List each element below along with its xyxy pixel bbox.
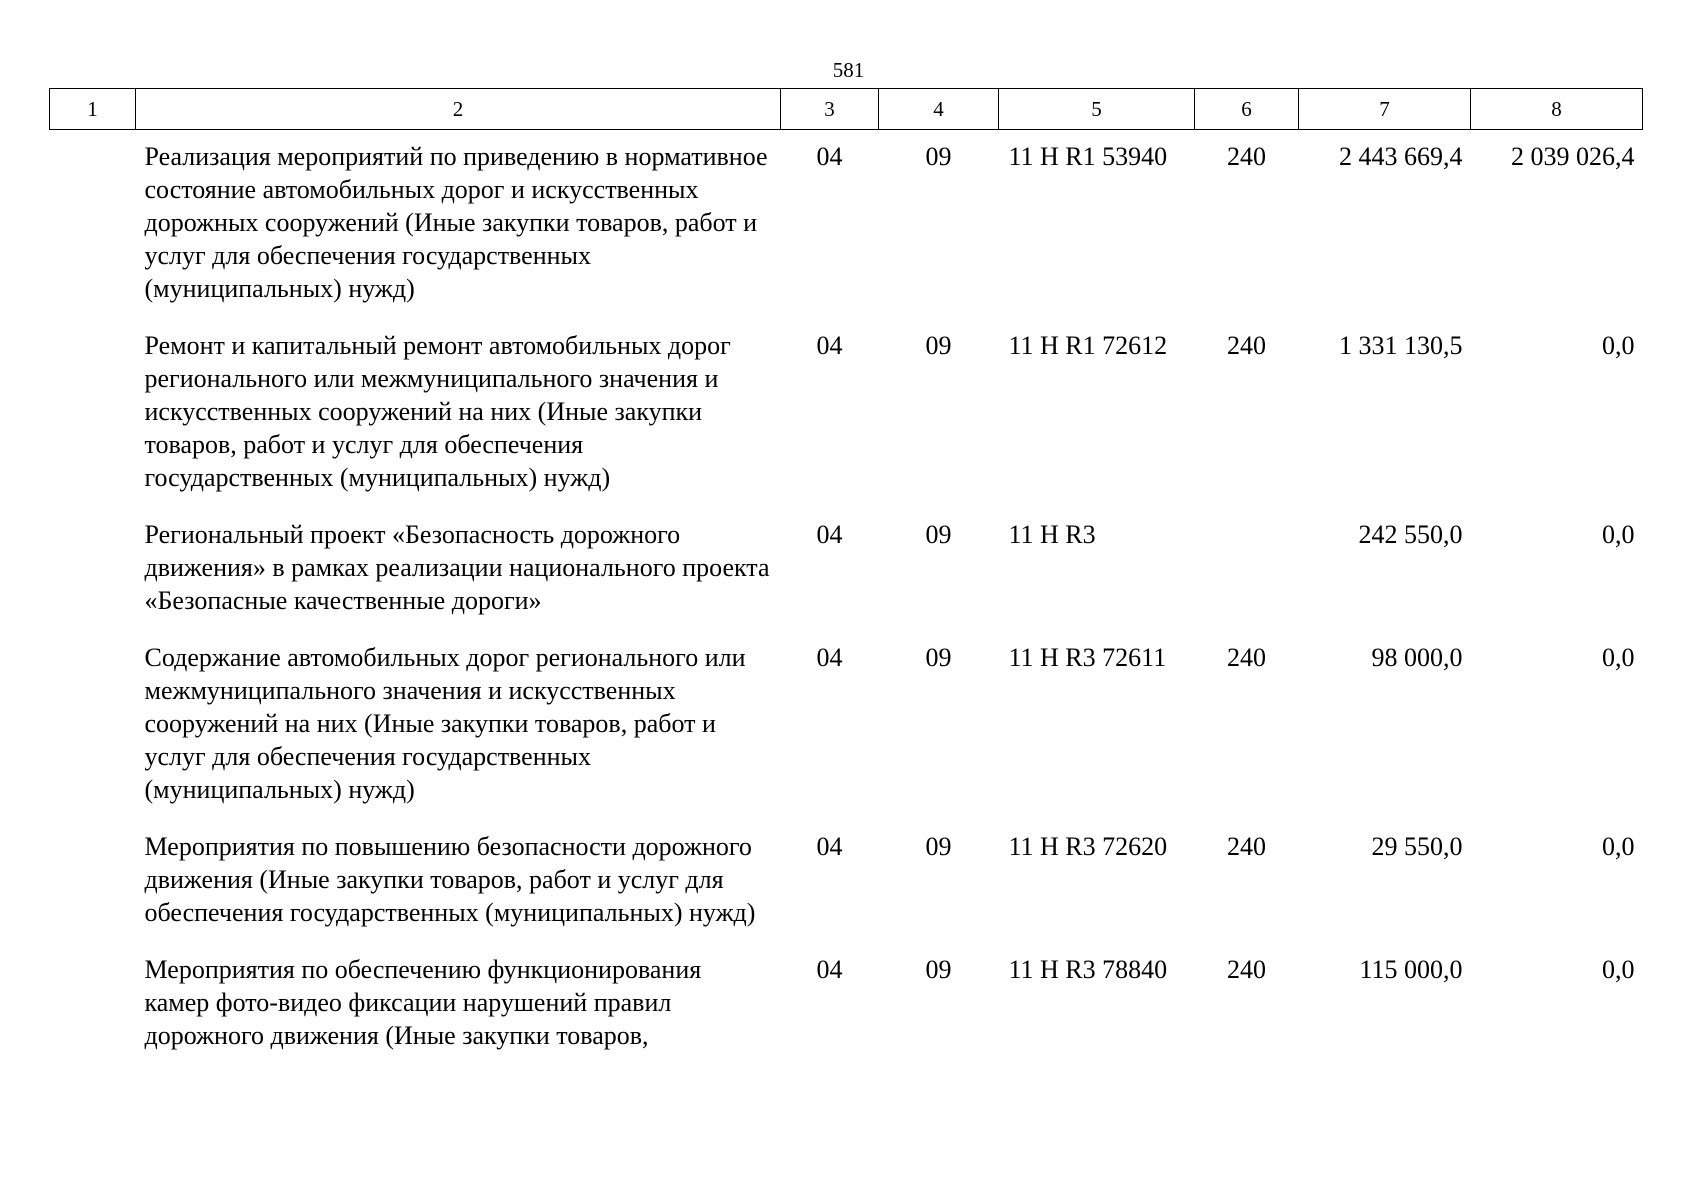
cell-description: Региональный проект «Безопасность дорожного движения» в рамках реализации национального проекта «Безопасные качественные дороги»	[144, 520, 770, 615]
table-row	[50, 631, 1643, 820]
cell-col1	[50, 943, 136, 1066]
cell-subsection: 09	[925, 955, 952, 984]
cell-amount-2: 0,0	[1602, 832, 1635, 861]
cell-amount-2: 0,0	[1602, 520, 1635, 549]
cell-target-article: 11 Н R3 72611	[1008, 643, 1167, 672]
cell-description: Ремонт и капитальный ремонт автомобильных дорог регионального или межмуниципального значения и искусственных сооружений на них (Иные закупки товаров, работ и услуг для обеспечения государственных (муниципальных) нужд)	[144, 331, 731, 492]
cell-expense-type: 240	[1227, 955, 1266, 984]
cell-amount-2: 0,0	[1602, 643, 1635, 672]
cell-target-article: 11 Н R1 53940	[1008, 142, 1168, 171]
column-header: 1	[50, 89, 136, 130]
cell-col1	[50, 820, 136, 943]
cell-section: 04	[816, 643, 843, 672]
cell-description: Содержание автомобильных дорог регионального или межмуниципального значения и искусственных сооружений на них (Иные закупки товаров, работ и услуг для обеспечения государственных (муниципальных) нужд)	[144, 643, 746, 804]
column-header: 3	[781, 89, 879, 130]
cell-section: 04	[816, 142, 843, 171]
table-row	[50, 319, 1643, 508]
cell-amount-1: 98 000,0	[1371, 643, 1463, 672]
cell-amount-2: 0,0	[1602, 955, 1635, 984]
cell-target-article: 11 Н R3 72620	[1008, 832, 1168, 861]
cell-col1	[50, 319, 136, 508]
cell-section: 04	[816, 331, 843, 360]
cell-amount-2: 0,0	[1602, 331, 1635, 360]
table-row	[50, 130, 1643, 320]
cell-expense-type: 240	[1227, 832, 1266, 861]
cell-subsection: 09	[925, 832, 952, 861]
cell-expense-type: 240	[1227, 643, 1266, 672]
cell-expense-type: 240	[1227, 331, 1266, 360]
column-header: 5	[999, 89, 1195, 130]
cell-subsection: 09	[925, 331, 952, 360]
column-header: 8	[1471, 89, 1643, 130]
cell-subsection: 09	[925, 643, 952, 672]
cell-amount-1: 1 331 130,5	[1339, 331, 1463, 360]
column-header: 6	[1195, 89, 1299, 130]
table-row	[50, 943, 1643, 1066]
table-header-row	[50, 89, 1643, 130]
table-row	[50, 508, 1643, 631]
cell-section: 04	[816, 832, 843, 861]
cell-description: Реализация мероприятий по приведению в нормативное состояние автомобильных дорог и искусственных дорожных сооружений (Иные закупки товаров, работ и услуг для обеспечения государственных (муниципальных) нужд)	[144, 142, 768, 303]
cell-section: 04	[816, 520, 843, 549]
cell-col1	[50, 130, 136, 320]
cell-target-article: 11 Н R1 72612	[1008, 331, 1168, 360]
cell-expense-type: 240	[1227, 142, 1266, 171]
table-row	[50, 820, 1643, 943]
column-header: 7	[1299, 89, 1471, 130]
cell-subsection: 09	[925, 142, 952, 171]
cell-col1	[50, 508, 136, 631]
cell-amount-1: 242 550,0	[1358, 520, 1463, 549]
cell-amount-1: 115 000,0	[1359, 955, 1463, 984]
page-number: 581	[832, 58, 865, 82]
cell-expense-type	[1195, 508, 1299, 631]
column-header: 2	[136, 89, 781, 130]
cell-description: Мероприятия по обеспечению функционирования камер фото-видео фиксации нарушений правил дорожного движения (Иные закупки товаров,	[144, 955, 702, 1050]
budget-table	[49, 88, 1643, 1066]
cell-col1	[50, 631, 136, 820]
column-header: 4	[879, 89, 999, 130]
cell-section: 04	[816, 955, 843, 984]
cell-amount-1: 29 550,0	[1371, 832, 1463, 861]
cell-description: Мероприятия по повышению безопасности дорожного движения (Иные закупки товаров, работ и услуг для обеспечения государственных (муниципальных) нужд)	[144, 832, 756, 927]
cell-target-article: 11 Н R3 78840	[1008, 955, 1168, 984]
cell-amount-2: 2 039 026,4	[1511, 142, 1635, 171]
cell-subsection: 09	[925, 520, 952, 549]
cell-amount-1: 2 443 669,4	[1339, 142, 1463, 171]
cell-target-article: 11 Н R3	[1008, 520, 1096, 549]
